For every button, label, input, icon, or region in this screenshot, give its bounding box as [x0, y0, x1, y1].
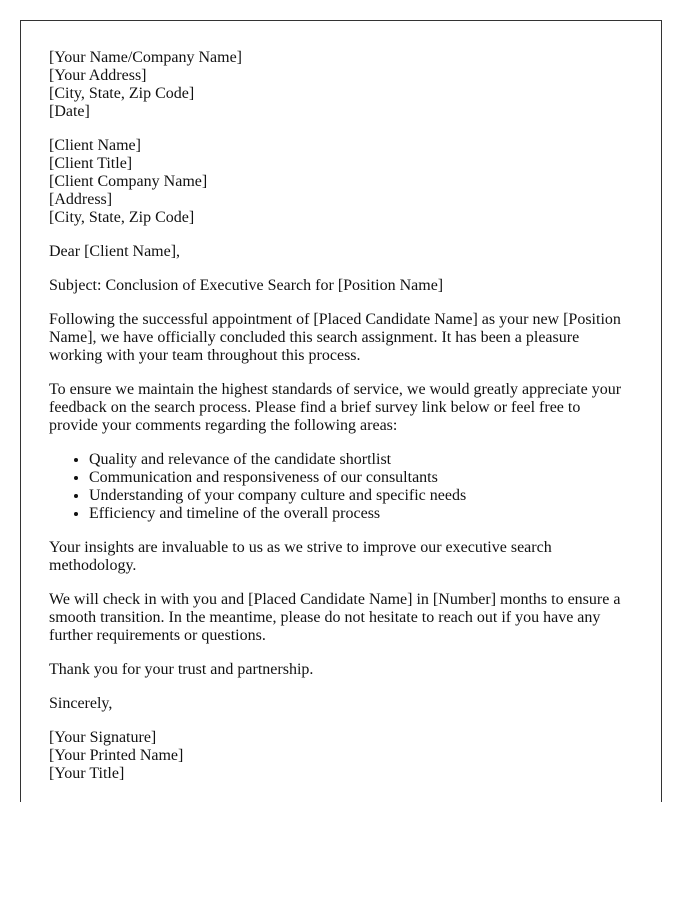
- subject-line: Subject: Conclusion of Executive Search for [Position Name]: [49, 277, 444, 294]
- client-title: [Client Title]: [49, 155, 133, 172]
- body-paragraph: Your insights are invaluable to us as we strive to improve our executive search methodology.: [49, 539, 552, 574]
- client-city: [City, State, Zip Code]: [49, 209, 195, 226]
- sender-title: [Your Title]: [49, 765, 125, 782]
- feedback-areas-list: [49, 451, 632, 523]
- list-item: • Communication and responsiveness of our consultants: [89, 469, 632, 487]
- body-paragraph: To ensure we maintain the highest standards of service, we would greatly appreciate your feedback on the search process. Please find a brief survey link below or feel free to provide your comments regarding the following areas:: [49, 381, 622, 434]
- recipient-block: [49, 137, 632, 227]
- letter-page: [20, 20, 662, 802]
- sender-address: [Your Address]: [49, 67, 147, 84]
- signature-block: [49, 729, 632, 783]
- client-name: [Client Name]: [49, 137, 141, 154]
- sender-block: [49, 49, 632, 121]
- letter-date: [Date]: [49, 103, 90, 120]
- client-company: [Client Company Name]: [49, 173, 208, 190]
- body-paragraph: Following the successful appointment of [Placed Candidate Name] as your new [Position Name], we have officially concluded this search assignment. It has been a pleasure working with your team throughout this process.: [49, 311, 621, 364]
- closing: Sincerely,: [49, 695, 113, 712]
- signature: [Your Signature]: [49, 729, 157, 746]
- printed-name: [Your Printed Name]: [49, 747, 184, 764]
- salutation: Dear [Client Name],: [49, 243, 181, 260]
- list-item: • Quality and relevance of the candidate shortlist: [89, 451, 632, 469]
- list-item: • Efficiency and timeline of the overall process: [89, 505, 632, 523]
- sender-city: [City, State, Zip Code]: [49, 85, 195, 102]
- sender-name: [Your Name/Company Name]: [49, 49, 243, 66]
- client-address: [Address]: [49, 191, 113, 208]
- body-paragraph: Thank you for your trust and partnership.: [49, 661, 314, 678]
- list-item: • Understanding of your company culture and specific needs: [89, 487, 632, 505]
- body-paragraph: We will check in with you and [Placed Candidate Name] in [Number] months to ensure a smooth transition. In the meantime, please do not hesitate to reach out if you have any further requirements or questions.: [49, 591, 621, 644]
